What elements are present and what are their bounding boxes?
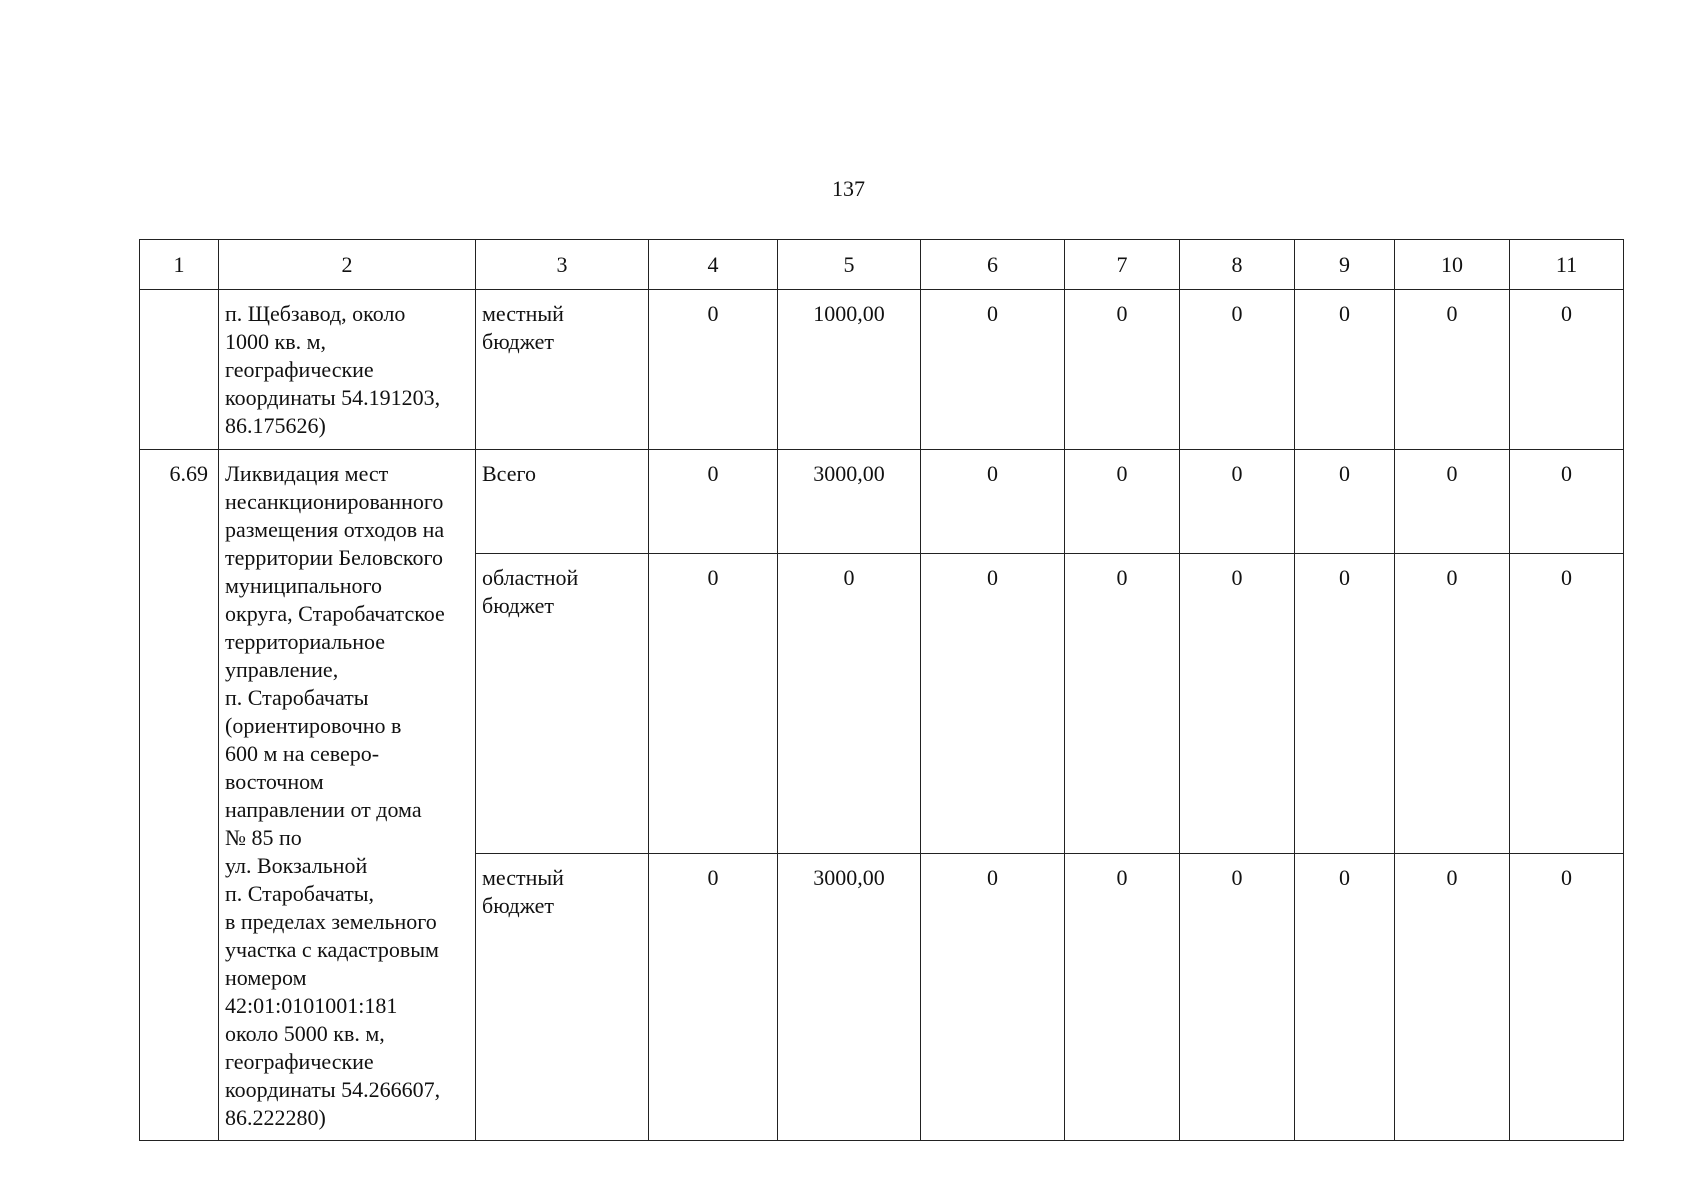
value-cell: 0 (1395, 854, 1510, 1141)
funding-source: Всего (476, 450, 649, 554)
value-cell: 0 (649, 290, 778, 450)
value-cell: 0 (1065, 554, 1180, 854)
value-cell: 0 (921, 554, 1065, 854)
value-cell: 0 (1510, 290, 1624, 450)
table-row (140, 450, 1624, 554)
value-cell: 0 (778, 554, 921, 854)
column-header: 7 (1065, 240, 1180, 290)
value-cell: 0 (921, 450, 1065, 554)
table-row (140, 290, 1624, 450)
value-cell: 0 (1180, 290, 1295, 450)
funding-source: областной бюджет (476, 554, 649, 854)
value-cell: 0 (1295, 854, 1395, 1141)
value-cell: 0 (1295, 450, 1395, 554)
funding-source: местный бюджет (476, 290, 649, 450)
value-cell: 0 (921, 854, 1065, 1141)
value-cell: 0 (1295, 554, 1395, 854)
budget-table (139, 239, 1624, 1141)
column-header: 2 (219, 240, 476, 290)
value-cell: 0 (1065, 450, 1180, 554)
value-cell: 3000,00 (778, 854, 921, 1141)
column-header: 11 (1510, 240, 1624, 290)
value-cell: 0 (649, 450, 778, 554)
row-description: п. Щебзавод, около 1000 кв. м, географические координаты 54.191203, 86.175626) (219, 290, 476, 450)
column-header: 1 (140, 240, 219, 290)
value-cell: 0 (649, 854, 778, 1141)
value-cell: 0 (1395, 450, 1510, 554)
column-header: 5 (778, 240, 921, 290)
value-cell: 0 (1510, 450, 1624, 554)
column-header: 4 (649, 240, 778, 290)
value-cell: 0 (649, 554, 778, 854)
value-cell: 0 (1065, 854, 1180, 1141)
page-number: 137 (832, 176, 865, 201)
table-header-row (140, 240, 1624, 290)
column-header: 10 (1395, 240, 1510, 290)
column-header: 8 (1180, 240, 1295, 290)
value-cell: 0 (1295, 290, 1395, 450)
value-cell: 0 (921, 290, 1065, 450)
value-cell: 0 (1180, 450, 1295, 554)
column-header: 3 (476, 240, 649, 290)
row-description: Ликвидация мест несанкционированного размещения отходов на территории Беловского муниципального округа, Старобачатское территориальное управление, п. Старобачаты (ориентировочно в 600 м на северо- восточном направлении от дома № 85 по ул. Вокзальной п. Старобачаты, в пределах земельного участка с кадастровым номером 42:01:0101001:181 около 5000 кв. м, географические координаты 54.266607, 86.222280) (219, 450, 476, 1141)
value-cell: 0 (1510, 854, 1624, 1141)
value-cell: 0 (1395, 290, 1510, 450)
value-cell: 3000,00 (778, 450, 921, 554)
value-cell: 0 (1395, 554, 1510, 854)
value-cell: 0 (1510, 554, 1624, 854)
value-cell: 1000,00 (778, 290, 921, 450)
value-cell: 0 (1180, 854, 1295, 1141)
funding-source: местный бюджет (476, 854, 649, 1141)
value-cell: 0 (1180, 554, 1295, 854)
row-id (140, 290, 219, 450)
column-header: 9 (1295, 240, 1395, 290)
row-id: 6.69 (140, 450, 219, 1141)
column-header: 6 (921, 240, 1065, 290)
value-cell: 0 (1065, 290, 1180, 450)
